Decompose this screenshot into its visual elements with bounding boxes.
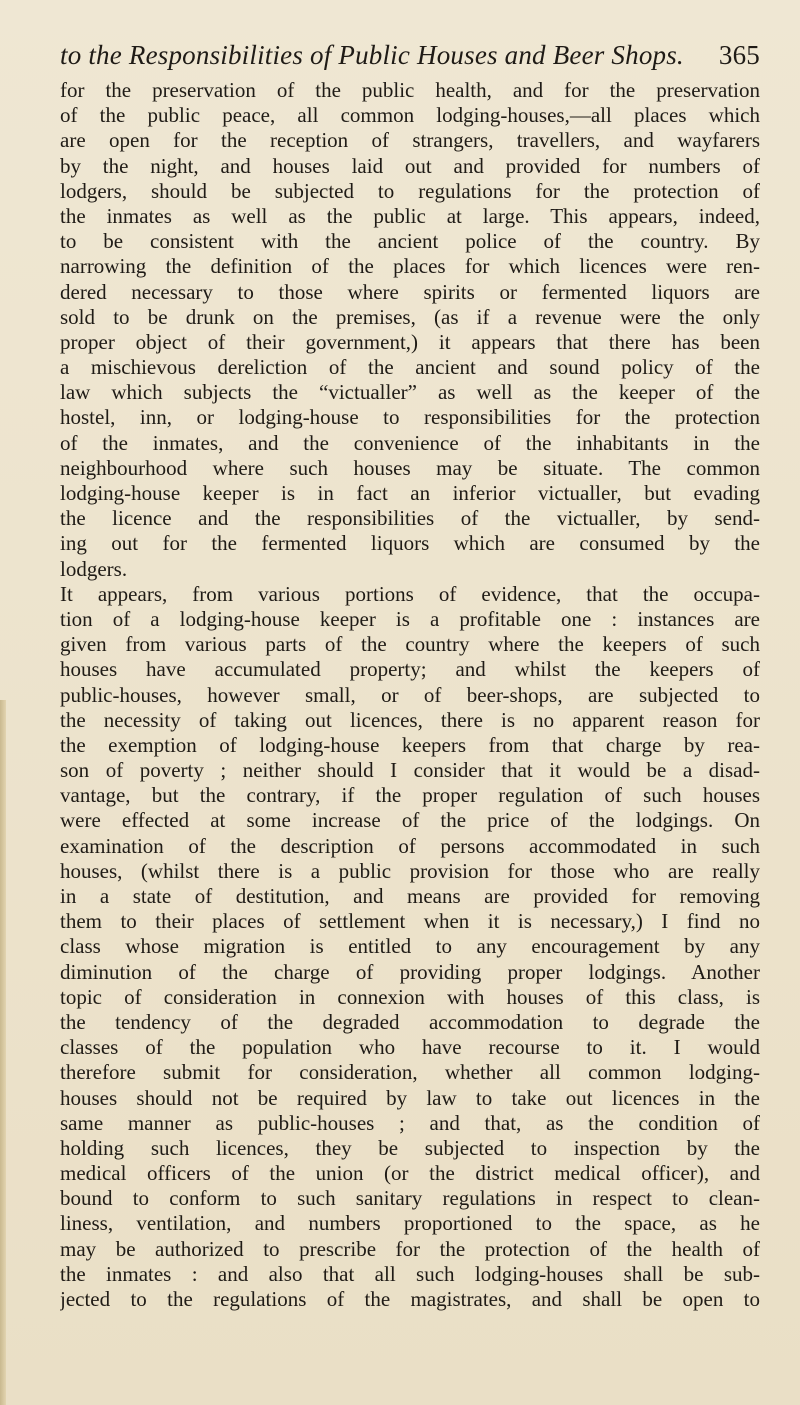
text-line: of the public peace, all common lodging-houses,—all places which (60, 103, 760, 128)
text-line: the necessity of taking out licences, there is no apparent reason for (60, 707, 760, 732)
text-line: to be consistent with the ancient police of the country. By (60, 229, 760, 254)
text-line: examination of the description of persons accommodated in such (60, 833, 760, 858)
page-edge-shadow (0, 700, 6, 1405)
text-line: bound to conform to such sanitary regulations in respect to clean- (60, 1186, 760, 1211)
text-line: for the preservation of the public health, and for the preservation (60, 78, 760, 102)
text-line: jected to the regulations of the magistrates, and shall be open to (60, 1287, 760, 1311)
text-line: topic of consideration in connexion with houses of this class, is (60, 984, 760, 1009)
text-line: classes of the population who have recourse to it. I would (60, 1035, 760, 1060)
text-line: of the inmates, and the convenience of the inhabitants in the (60, 430, 760, 455)
text-line: therefore submit for consideration, whether all common lodging- (60, 1060, 760, 1085)
text-line: law which subjects the “victualler” as well as the keeper of the (60, 380, 760, 405)
text-line: hostel, inn, or lodging-house to responsibilities for the protection (60, 405, 760, 430)
text-line: given from various parts of the country where the keepers of such (60, 632, 760, 657)
text-line: the inmates as well as the public at large. This appears, indeed, (60, 203, 760, 228)
text-line: ing out for the fermented liquors which are consumed by the (60, 531, 760, 556)
running-title: to the Responsibilities of Public Houses and Beer Shops. (60, 40, 684, 70)
text-line: liness, ventilation, and numbers proportioned to the space, as he (60, 1211, 760, 1236)
text-line: in a state of destitution, and means are provided for removing (60, 884, 760, 908)
text-line: tion of a lodging-house keeper is a profitable one : instances are (60, 606, 760, 631)
running-head (60, 40, 760, 80)
text-line: medical officers of the union (or the district medical officer), and (60, 1161, 760, 1186)
text-line: by the night, and houses laid out and provided for numbers of (60, 153, 760, 178)
text-line: lodgers. (60, 556, 128, 581)
text-line: proper object of their government,) it appears that there has been (60, 329, 760, 354)
page-number: 365 (718, 40, 760, 70)
text-line: them to their places of settlement when it is necessary,) I find no (60, 909, 760, 934)
text-line: vantage, but the contrary, if the proper regulation of such houses (60, 783, 760, 808)
text-line: neighbourhood where such houses may be situate. The common (60, 455, 760, 480)
text-line: diminution of the charge of providing proper lodgings. Another (60, 959, 760, 984)
text-line: houses have accumulated property; and whilst the keepers of (60, 657, 760, 682)
text-line: class whose migration is entitled to any encouragement by any (60, 934, 760, 959)
text-line: the exemption of lodging-house keepers from that charge by rea- (60, 732, 760, 757)
text-line: sold to be drunk on the premises, (as if a revenue were the only (60, 304, 760, 329)
text-line: holding such licences, they be subjected to inspection by the (60, 1135, 760, 1160)
text-line: lodging-house keeper is in fact an inferior victualler, but evading (60, 481, 760, 505)
text-line: houses should not be required by law to take out licences in the (60, 1085, 760, 1110)
text-line: lodgers, should be subjected to regulations for the protection of (60, 178, 760, 203)
text-line: were effected at some increase of the price of the lodgings. On (60, 808, 760, 833)
text-line: dered necessary to those where spirits or fermented liquors are (60, 279, 760, 304)
text-line: may be authorized to prescribe for the protection of the health of (60, 1236, 760, 1261)
text-line: a mischievous dereliction of the ancient and sound policy of the (60, 355, 760, 380)
text-line: the licence and the responsibilities of the victualler, by send- (60, 506, 760, 531)
text-line: the inmates : and also that all such lodging-houses shall be sub- (60, 1261, 760, 1286)
text-line: son of poverty ; neither should I consider that it would be a disad- (60, 758, 760, 783)
text-line: narrowing the definition of the places for which licences were ren- (60, 254, 760, 279)
text-line: public-houses, however small, or of beer-shops, are subjected to (60, 682, 760, 707)
text-line: the tendency of the degraded accommodation to degrade the (60, 1009, 760, 1034)
body-text (60, 78, 760, 1312)
text-line: houses, (whilst there is a public provision for those who are really (60, 858, 760, 883)
text-line: same manner as public-houses ; and that, as the condition of (60, 1110, 760, 1135)
text-line: are open for the reception of strangers, travellers, and wayfarers (60, 128, 760, 153)
paragraph-start-line: It appears, from various portions of evidence, that the occupa- (60, 581, 760, 606)
